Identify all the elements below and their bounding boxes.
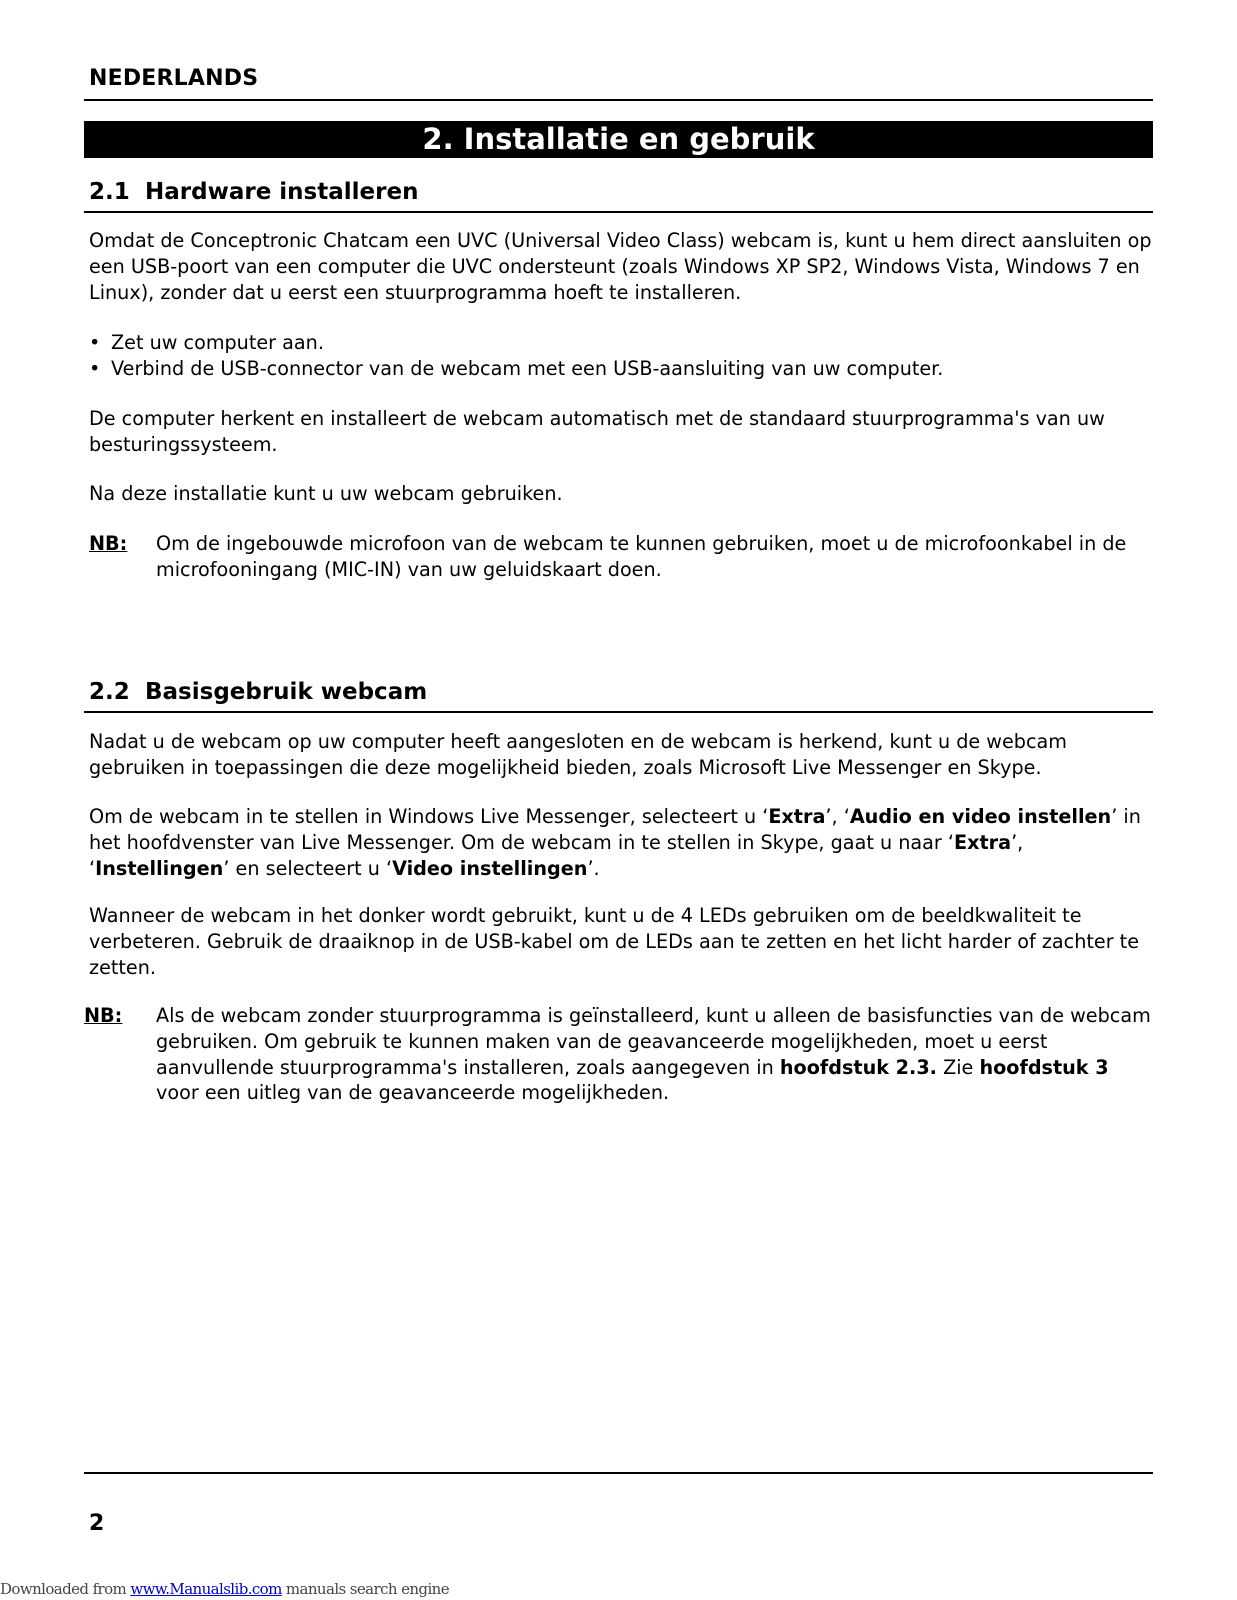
section-2-1-rule <box>84 211 1153 213</box>
section-2-2-paragraph: Nadat u de webcam op uw computer heeft aangesloten en de webcam is herkend, kunt u de webcam gebruiken in toepassingen die deze mogelijkheid bieden, zoals Microsoft Live Messenger en Skype. <box>89 730 1067 779</box>
section-2-2-heading <box>89 679 427 705</box>
section-2-2-rule <box>84 711 1153 713</box>
note-label: NB: <box>89 532 128 555</box>
manualslib-link[interactable]: www.Manualslib.com <box>130 1580 282 1598</box>
page-header-language: NEDERLANDS <box>89 66 259 91</box>
menu-reference: Audio en video instellen <box>849 805 1112 828</box>
menu-reference: Extra <box>768 805 826 828</box>
menu-reference: Extra <box>953 830 1012 854</box>
section-title-text: Hardware installeren <box>145 179 419 205</box>
chapter-reference: hoofdstuk 2.3. <box>779 1055 937 1079</box>
page-number: 2 <box>89 1511 105 1536</box>
menu-reference: Instellingen <box>95 856 224 880</box>
download-footer: Downloaded from www.Manualslib.com manuals search engine <box>0 1580 449 1598</box>
list-item: • Verbind de USB-connector van de webcam met een USB-aansluiting van uw computer. <box>89 356 944 380</box>
section-2-2-settings-paragraph: Om de webcam in te stellen in Windows Live Messenger, selecteert u ‘Extra’, ‘Audio en video instellen’ in het hoofdvenster van Live Messenger. Om de webcam in te stellen in Skype, gaat u naar ‘Extra’, ‘Instellingen’ en selecteert u ‘Video instellingen’. <box>89 805 1141 880</box>
section-title-text: Basisgebruik webcam <box>145 679 428 705</box>
section-2-1-note <box>89 531 1157 583</box>
note-label: NB: <box>84 1004 123 1027</box>
list-item: • Zet uw computer aan. <box>89 331 324 354</box>
note-text: Om de ingebouwde microfoon van de webcam te kunnen gebruiken, moet u de microfoonkabel in de microfooningang (MIC-IN) van uw geluidskaart doen. <box>156 532 1127 581</box>
header-rule <box>84 99 1153 101</box>
section-2-2-note <box>84 1003 1157 1106</box>
bullet-icon: • <box>89 356 101 380</box>
section-2-1-intro: Omdat de Conceptronic Chatcam een UVC (Universal Video Class) webcam is, kunt u hem direct aansluiten op een USB-poort van een computer die UVC ondersteunt (zoals Windows XP SP2, Windows Vista, Windows 7 en Linux), zonder dat u eerst een stuurprogramma hoeft te installeren. <box>89 229 1152 304</box>
bullet-icon: • <box>89 331 101 354</box>
menu-reference: Video instellingen <box>392 856 588 880</box>
section-number: 2.1 <box>89 179 130 205</box>
chapter-reference: hoofdstuk 3 <box>979 1055 1109 1079</box>
section-2-1-paragraph: De computer herkent en installeert de webcam automatisch met de standaard stuurprogramma's van uw besturingssysteem. <box>89 407 1105 456</box>
chapter-title: 2. Installatie en gebruik <box>84 121 1153 158</box>
footer-rule <box>84 1472 1153 1474</box>
section-2-1-paragraph: Na deze installatie kunt u uw webcam gebruiken. <box>89 482 563 505</box>
section-2-1-heading <box>89 179 418 205</box>
section-2-2-paragraph: Wanneer de webcam in het donker wordt gebruikt, kunt u de 4 LEDs gebruiken om de beeldkwaliteit te verbeteren. Gebruik de draaiknop in de USB-kabel om de LEDs aan te zetten en het licht harder of zachter te zetten. <box>89 904 1140 979</box>
section-number: 2.2 <box>89 679 130 705</box>
note-text: Als de webcam zonder stuurprogramma is geïnstalleerd, kunt u alleen de basisfuncties van de webcam gebruiken. Om gebruik te kunnen maken van de geavanceerde mogelijkheden, moet u eerst aanvullende stuurprogramma's installeren, zoals aangegeven in hoofdstuk 2.3. Zie hoofdstuk 3 voor een uitleg van de geavanceerde mogelijkheden. <box>156 1004 1151 1105</box>
installation-steps-list <box>89 330 1149 382</box>
